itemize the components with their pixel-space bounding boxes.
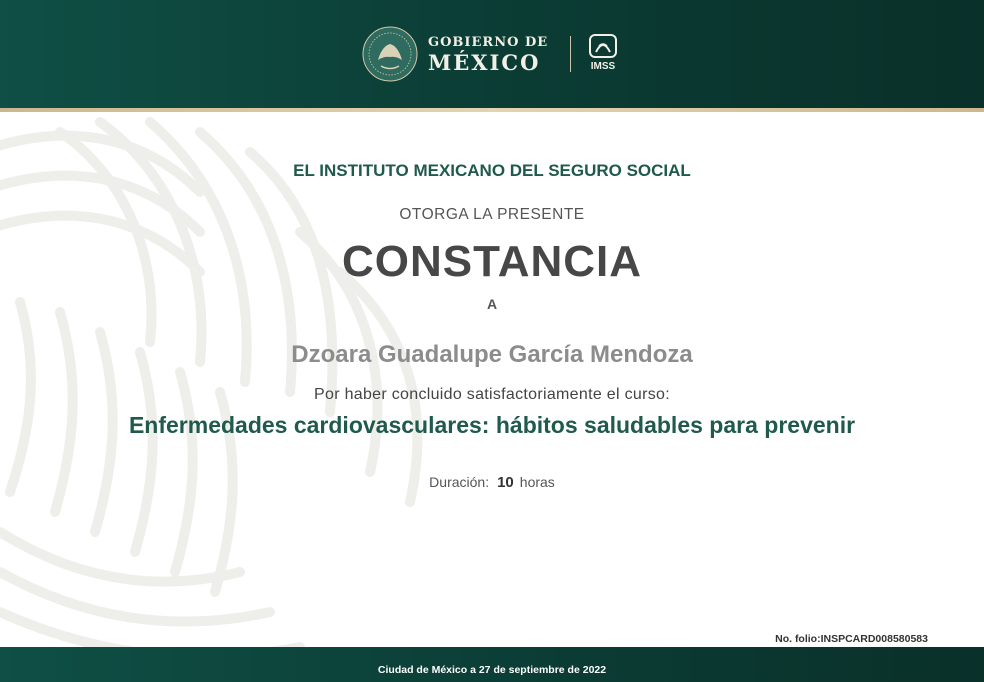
completion-text: Por haber concluido satisfactoriamente el curso:	[314, 386, 670, 403]
course-title: Enfermedades cardiovasculares: hábitos saludables para prevenir	[128, 412, 856, 438]
certificate-title: CONSTANCIA	[341, 237, 643, 286]
header-banner	[0, 0, 984, 108]
place-and-date: Ciudad de México a 27 de septiembre de 2022	[377, 664, 607, 676]
government-title-top: GOBIERNO DE	[428, 35, 549, 50]
imss-logo-text: IMSS	[590, 61, 616, 72]
grants-text: OTORGA LA PRESENTE	[399, 206, 585, 223]
folio-number: No. folio:INSPCARD008580583	[775, 633, 928, 645]
imss-logo-icon	[586, 34, 620, 72]
government-title-bottom: MÉXICO	[428, 50, 541, 75]
institution-name: EL INSTITUTO MEXICANO DEL SEGURO SOCIAL	[293, 161, 691, 180]
duration-line	[0, 474, 984, 491]
government-logo-group	[362, 26, 624, 82]
mexican-coat-of-arms-seal-icon	[362, 26, 418, 82]
to-label: A	[486, 296, 498, 312]
duration-value: 10	[497, 474, 514, 491]
recipient-name: Dzoara Guadalupe García Mendoza	[291, 341, 693, 368]
footer-banner	[0, 647, 984, 682]
logo-divider	[570, 36, 571, 72]
duration-label: Duración:	[429, 474, 490, 490]
eagle-watermark	[0, 112, 560, 647]
duration-unit: horas	[519, 474, 555, 490]
